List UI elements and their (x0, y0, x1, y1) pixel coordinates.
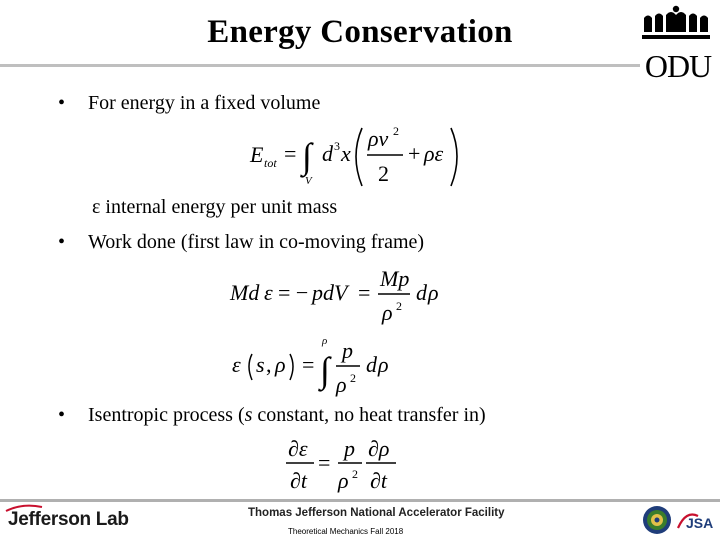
svg-text:x: x (341, 141, 351, 166)
svg-text:d: d (416, 280, 427, 305)
svg-text:=: = (358, 280, 371, 305)
svg-text:ρε: ρε (424, 141, 444, 166)
internal-energy-integral-equation (226, 332, 406, 400)
svg-text:p: p (342, 338, 353, 363)
svg-text:∫: ∫ (320, 350, 330, 390)
svg-text:p: p (344, 436, 355, 461)
svg-text:∂ρ: ∂ρ (368, 436, 390, 461)
svg-text:Md: Md (230, 280, 260, 305)
svg-text:∂t: ∂t (290, 468, 307, 493)
svg-text:ρ: ρ (378, 352, 389, 377)
svg-text:ρ: ρ (275, 352, 286, 377)
svg-text:tot: tot (264, 156, 277, 170)
svg-text:ε: ε (264, 280, 273, 305)
bullet-text: For energy in a fixed volume (88, 92, 321, 114)
isentropic-text-italic: s (244, 404, 253, 426)
bullet-marker: • (58, 231, 66, 253)
bullet-text: Work done (first law in co-moving frame) (88, 231, 425, 253)
jsa-logo-text: JSA (686, 515, 714, 531)
isentropic-text-before: Isentropic process ( (88, 404, 245, 426)
svg-text:d: d (366, 352, 377, 377)
isentropic-equation (282, 430, 402, 496)
svg-text:=: = (318, 450, 331, 475)
jsa-logo-icon (676, 506, 718, 534)
svg-text:∫: ∫ (302, 136, 312, 176)
facility-name: Thomas Jefferson National Accelerator Facility (248, 507, 505, 519)
course-label: Theoretical Mechanics Fall 2018 (288, 527, 404, 536)
svg-text:ρv: ρv (368, 126, 389, 151)
svg-text:∂ε: ∂ε (288, 436, 308, 461)
footer-divider (0, 499, 720, 502)
svg-text:d: d (322, 141, 333, 166)
svg-text:s: s (256, 352, 265, 377)
doe-seal-icon (642, 505, 672, 535)
odu-logo-text: ODU (644, 48, 712, 84)
svg-text:E: E (250, 142, 264, 167)
svg-text:= −: = − (278, 280, 309, 305)
internal-energy-note: ε internal energy per unit mass (92, 196, 338, 218)
svg-text:ρ: ρ (322, 335, 328, 347)
isentropic-text-after: constant, no heat transfer in) (252, 404, 486, 426)
bullet-text (88, 404, 486, 427)
svg-text:ρ: ρ (382, 300, 393, 325)
bullet-marker: • (58, 92, 66, 114)
work-done-equation (226, 262, 456, 328)
svg-text:2: 2 (350, 371, 356, 385)
svg-text:3: 3 (334, 139, 340, 153)
svg-text:Mp: Mp (380, 266, 410, 291)
svg-text:+: + (408, 141, 421, 166)
svg-text:,: , (266, 352, 272, 377)
svg-text:ρ: ρ (336, 372, 347, 397)
total-energy-equation (244, 120, 468, 192)
slide-title: Energy Conservation (207, 14, 513, 50)
svg-text:ε: ε (232, 352, 241, 377)
svg-text:2: 2 (396, 299, 402, 313)
svg-text:2: 2 (378, 161, 389, 186)
svg-text:V: V (305, 175, 312, 187)
svg-text:ρ: ρ (428, 280, 439, 305)
svg-text:=: = (284, 141, 297, 166)
jefferson-lab-logo: Jefferson Lab (8, 509, 129, 530)
svg-text:∂t: ∂t (370, 468, 387, 493)
bullet-marker: • (58, 404, 66, 426)
svg-text:2: 2 (352, 467, 358, 481)
svg-text:2: 2 (393, 124, 399, 138)
svg-text:=: = (302, 352, 315, 377)
svg-text:ρ: ρ (338, 468, 349, 493)
title-divider (0, 64, 640, 67)
svg-text:pdV: pdV (312, 280, 348, 305)
